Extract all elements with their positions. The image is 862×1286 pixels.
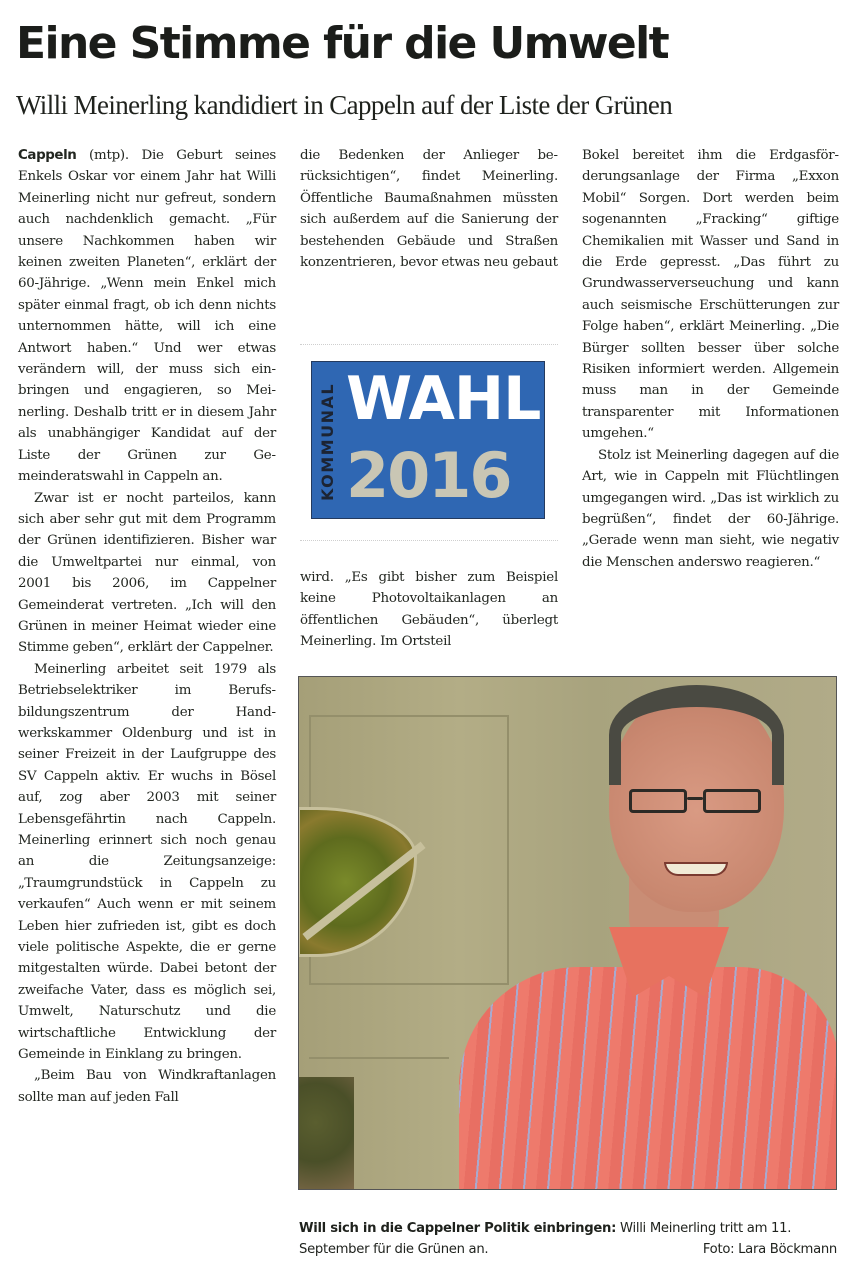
photo-caption xyxy=(299,1218,837,1260)
paragraph-2: Zwar ist er nocht parteilos, kann sich aber sehr gut mit dem Programm der Grünen identifizieren. Bisher war die Umweltpartei nur einmal, von 2001 bis 2006, im Cappelner Gemeinderat vertreten. „Ich will den Grünen in meiner Heimat wieder eine Stimme geben“, erklärt der Cappelner. xyxy=(18,490,276,656)
hair xyxy=(609,685,784,785)
divider-bottom xyxy=(300,540,558,541)
kommunalwahl-2016-logo xyxy=(311,361,545,519)
paragraph-4: „Beim Bau von Windkraftanlagen sollte man auf jeden Fall xyxy=(18,1068,276,1105)
paragraph-1 xyxy=(18,145,276,488)
glasses xyxy=(629,789,763,815)
caption-bold-lead: Will sich in die Cappelner Politik einbringen: xyxy=(299,1221,617,1236)
logo-kommunal-label: KOMMUNAL xyxy=(318,382,337,502)
smile xyxy=(664,862,728,876)
paragraph-col3-2: Stolz ist Meinerling dagegen auf die Art, wie in Cappeln mit Flüchtlingen umgegangen wird. „Das ist wirklich zu begrüßen“, findet der 60-Jährige. „Gerade wenn man sieht, wie negativ die Menschen anderswo reagieren.“ xyxy=(582,447,839,570)
flower-plant xyxy=(299,1077,354,1190)
paragraph-col2-top: die Bedenken der Anlieger berücksichtigen“, findet Meinerling. Öffentliche Baumaßnahmen müssten sich außerdem auf die Sanierung der bestehenden Gebäude und Straßen konzentrieren, bevor etwas neu gebaut xyxy=(300,148,558,271)
subheadline: Willi Meinerling kandidiert in Cappeln auf der Liste der Grünen xyxy=(16,90,673,120)
dateline: Cappeln xyxy=(18,148,77,163)
logo-wahl-word: WAHL xyxy=(346,364,541,434)
article-column-3 xyxy=(582,145,839,573)
paragraph-col2-bottom: wird. „Es gibt bisher zum Beispiel keine Photovoltaikanlagen an öffentlichen Gebäuden“, überlegt Meinerling. Im Ortsteil xyxy=(300,570,558,650)
headline: Eine Stimme für die Umwelt xyxy=(16,18,669,69)
article-column-2-bottom xyxy=(300,567,558,653)
photo-credit: Foto: Lara Böckmann xyxy=(702,1242,837,1257)
striped-shirt xyxy=(459,967,837,1190)
logo-year: 2016 xyxy=(346,439,511,512)
article-column-1 xyxy=(18,145,276,1108)
paragraph-col3-1: Bokel bereitet ihm die Erdgasförderungsanlage der Firma „Exxon Mobil“ Sorgen. Dort werden beim sogenannten „Fracking“ giftige Chemikalien mit Wasser und Sand in die Erde gepresst. „Das führt zu Grundwasserverseuchung und kann auch seismische Erschütterungen zur Folge haben“, erklärt Meinerling. „Die Bürger sollten besser über solche Risiken informiert werden. Allgemein muss man in der Gemeinde transparenter mit Informationen umgehen.“ xyxy=(582,148,839,442)
divider-top xyxy=(300,344,558,345)
paragraph-3: Meinerling arbeitet seit 1979 als Betriebselektriker im Berufsbildungszentrum der Handwerkskammer Oldenburg und ist in seiner Freizeit in der Laufgruppe des SV Cappeln aktiv. Er wuchs in Bösel auf, zog aber 2003 mit seiner Lebensgefährtin nach Cappeln. Meinerling erinnert sich noch genau an die Zeitungsanzeige: „Traumgrundstück in Cappeln zu verkaufen“ Auch wenn er mit seinem Leben hier zufrieden ist, gibt es doch viele politische Aspekte, die er gerne mitgestalten würde. Dabei betont der zweifache Vater, dass es möglich sei, Umwelt, Naturschutz und die wirtschaftliche Entwicklung der Gemeinde in Einklang zu bringen. xyxy=(18,661,276,1063)
caption-text: Willi Meinerling tritt am 11. September für die Grünen an. xyxy=(299,1221,792,1257)
portrait-photo xyxy=(298,676,837,1190)
article-column-2-top xyxy=(300,145,558,273)
paragraph-1-text: (mtp). Die Geburt seines Enkels Oskar vor einem Jahr hat Willi Meinerling nicht nur gefreut, sondern auch nachdenklich gemacht. „Für unsere Nachkommen haben wir keinen zweiten Planeten“, erklärt der 60-Jährige. „Wenn mein Enkel mich später einmal fragt, ob ich denn nichts unternommen hätte, will ich eine Antwort haben.“ Und wer etwas verändern will, der muss sich einbringen und engagieren, so Meinerling. Deshalb tritt er in diesem Jahr als unabhängiger Kandidat auf der Liste der Grünen zur Gemeinderatswahl in Cappeln an. xyxy=(18,148,276,485)
